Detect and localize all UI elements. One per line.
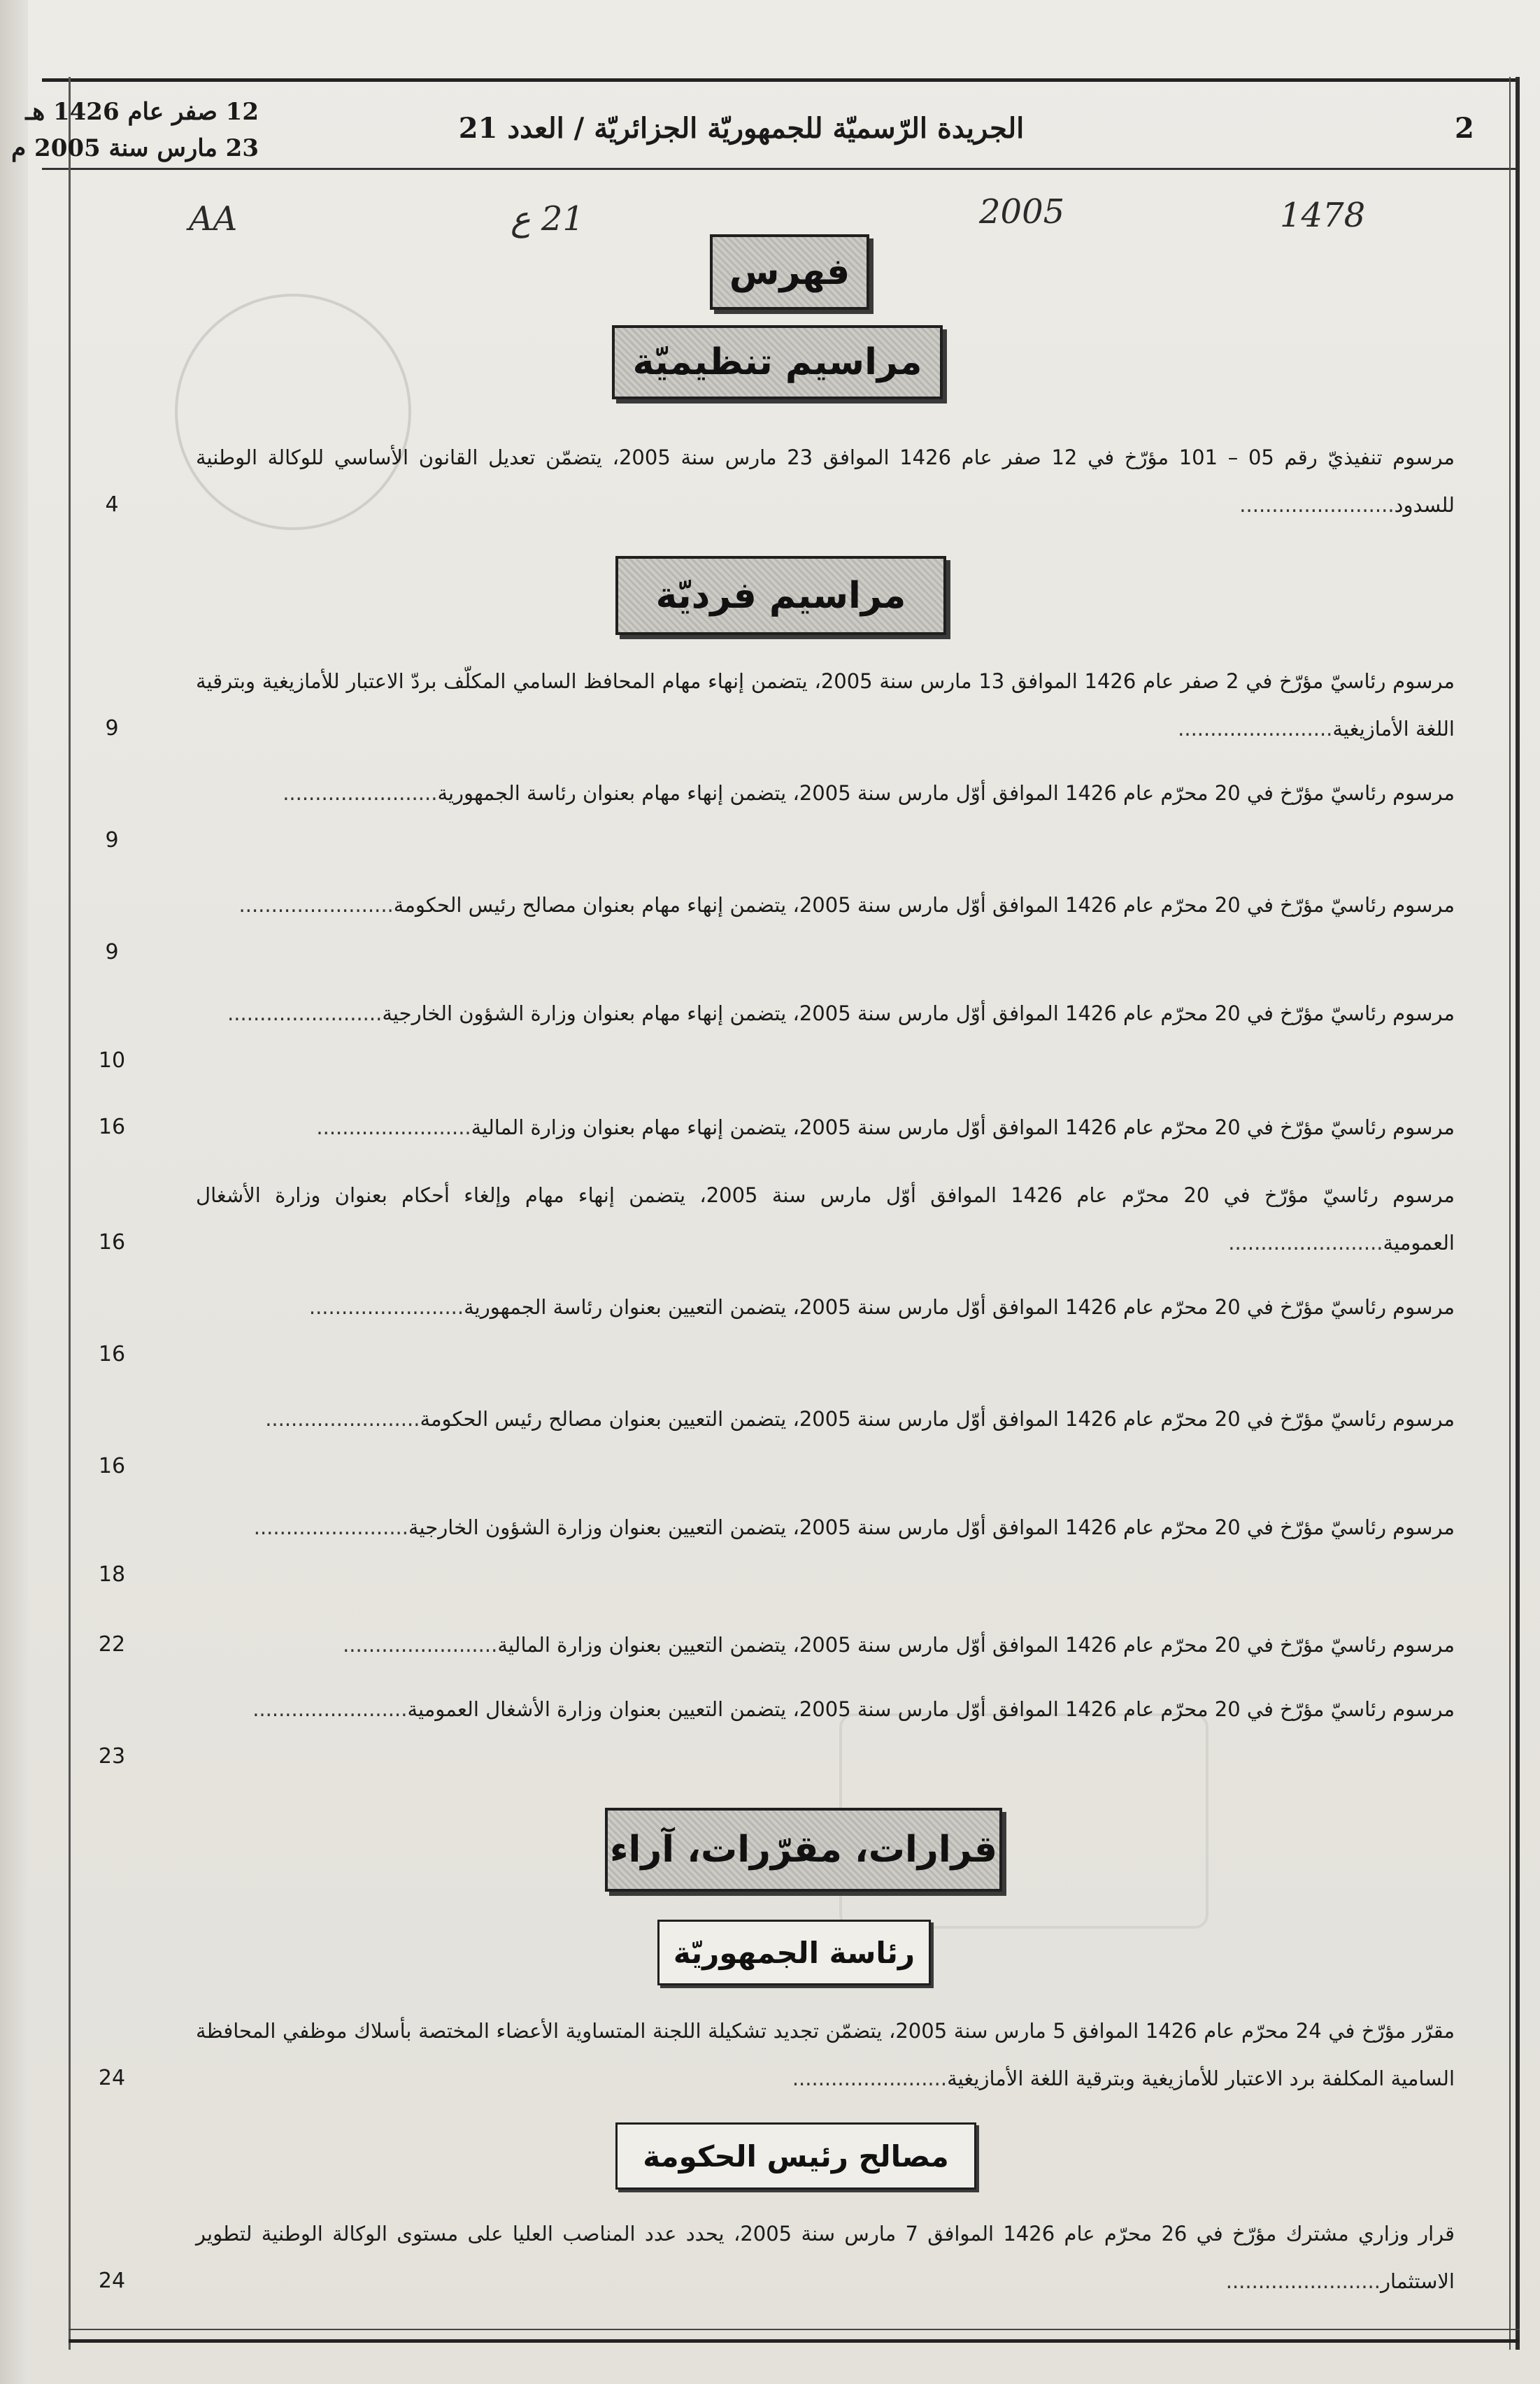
presidency-heading: رئاسة الجمهوريّة bbox=[673, 1935, 915, 1970]
leader-dots: ........................ bbox=[343, 1633, 498, 1657]
entry-page-number: 16 bbox=[98, 1454, 126, 1478]
leader-dots: ........................ bbox=[238, 893, 394, 917]
entry-page-number: 9 bbox=[105, 828, 119, 852]
toc-entry bbox=[91, 881, 1455, 976]
toc-entry bbox=[91, 1395, 1455, 1490]
entry-page-number: 16 bbox=[98, 1342, 126, 1366]
toc-entry bbox=[91, 1171, 1455, 1266]
toc-entry bbox=[91, 2210, 1455, 2305]
frame-right-inner-border bbox=[1509, 77, 1511, 2350]
presidency-box bbox=[657, 1920, 931, 1985]
handwritten-note-middle: 21 ع bbox=[511, 199, 584, 238]
entry-text: مرسوم رئاسيّ مؤرّخ في 20 محرّم عام 1426 الموافق أوّل مارس سنة 2005، يتضمن التعيين بعنوان مصالح رئيس الحكومة bbox=[420, 1407, 1455, 1431]
page-binding-edge bbox=[0, 0, 28, 2384]
leader-dots: ........................ bbox=[792, 2067, 948, 2090]
toc-entry bbox=[91, 990, 1455, 1085]
entry-text: مرسوم رئاسيّ مؤرّخ في 20 محرّم عام 1426 الموافق أوّل مارس سنة 2005، يتضمن إنهاء مهام بعنوان مصالح رئيس الحكومة bbox=[393, 893, 1455, 917]
head-of-government-box bbox=[615, 2122, 976, 2190]
toc-entry bbox=[91, 434, 1455, 529]
footer-rule bbox=[69, 2339, 1520, 2343]
entry-text: مرسوم رئاسيّ مؤرّخ في 20 محرّم عام 1426 الموافق أوّل مارس سنة 2005، يتضمن التعيين بعنوان وزارة الأشغال العمومية bbox=[407, 1697, 1455, 1721]
footer-inner-rule bbox=[69, 2329, 1520, 2330]
entry-page-number: 9 bbox=[105, 940, 119, 964]
entry-page-number: 16 bbox=[98, 1115, 126, 1139]
entry-page-number: 16 bbox=[98, 1230, 126, 1255]
toc-entry bbox=[91, 2007, 1455, 2102]
entry-text: مرسوم رئاسيّ مؤرّخ في 20 محرّم عام 1426 الموافق أوّل مارس سنة 2005، يتضمن إنهاء مهام بعنوان وزارة الشؤون الخارجية bbox=[382, 1001, 1455, 1025]
leader-dots: ........................ bbox=[252, 1697, 408, 1721]
toc-entry bbox=[91, 769, 1455, 864]
leader-dots: ........................ bbox=[1228, 1231, 1383, 1255]
index-title-box bbox=[710, 234, 869, 310]
index-title: فهرس bbox=[729, 251, 850, 293]
page-number: 2 bbox=[1455, 112, 1474, 145]
entry-page-number: 9 bbox=[105, 716, 119, 741]
toc-entry bbox=[91, 1283, 1455, 1378]
gazette-title: الجريدة الرّسميّة للجمهوريّة الجزائريّة / العدد 21 bbox=[458, 112, 1025, 145]
entry-text: مرسوم رئاسيّ مؤرّخ في 20 محرّم عام 1426 الموافق أوّل مارس سنة 2005، يتضمن إنهاء مهام بعنوان رئاسة الجمهورية bbox=[437, 781, 1455, 805]
toc-entry bbox=[91, 1504, 1455, 1599]
entry-text: مرسوم رئاسيّ مؤرّخ في 20 محرّم عام 1426 الموافق أوّل مارس سنة 2005، يتضمن التعيين بعنوان وزارة الشؤون الخارجية bbox=[408, 1515, 1455, 1539]
handwritten-code: 1478 bbox=[1280, 196, 1366, 235]
hijri-date: 12 صفر عام 1426 هـ bbox=[25, 98, 259, 126]
decisions-heading: قرارات، مقرّرات، آراء bbox=[609, 1829, 998, 1871]
entry-page-number: 23 bbox=[98, 1744, 126, 1769]
frame-left-border bbox=[69, 77, 71, 2350]
toc-entry bbox=[91, 657, 1455, 752]
leader-dots: ........................ bbox=[283, 781, 438, 805]
executive-decrees-heading: مراسيم تنظيميّة bbox=[632, 341, 922, 383]
entry-text: مقرّر مؤرّخ في 24 محرّم عام 1426 الموافق 5 مارس سنة 2005، يتضمّن تجديد تشكيلة اللجنة المتساوية الأعضاء المختصة بأسلاك موظفي المحافظة السامية المكلفة برد الاعتبار للأمازيغية وبترقية اللغة الأمازيغية bbox=[196, 2019, 1455, 2090]
toc-entry bbox=[91, 1104, 1455, 1151]
entry-page-number: 18 bbox=[98, 1562, 126, 1587]
header-top-rule bbox=[42, 78, 1518, 82]
leader-dots: ........................ bbox=[1225, 2269, 1381, 2293]
entry-text: مرسوم رئاسيّ مؤرّخ في 20 محرّم عام 1426 الموافق أوّل مارس سنة 2005، يتضمن التعيين بعنوان وزارة المالية bbox=[497, 1633, 1455, 1657]
handwritten-year: 2005 bbox=[979, 192, 1065, 231]
toc-entry bbox=[91, 1685, 1455, 1780]
entry-page-number: 24 bbox=[98, 2066, 126, 2090]
entry-page-number: 4 bbox=[105, 492, 119, 517]
entry-page-number: 22 bbox=[98, 1632, 126, 1657]
leader-dots: ........................ bbox=[1178, 717, 1333, 741]
leader-dots: ........................ bbox=[227, 1001, 383, 1025]
gregorian-date: 23 مارس سنة 2005 م bbox=[11, 134, 259, 162]
handwritten-note-left: AA bbox=[189, 199, 238, 238]
individual-decrees-box bbox=[615, 556, 946, 635]
entry-text: مرسوم رئاسيّ مؤرّخ في 2 صفر عام 1426 الموافق 13 مارس سنة 2005، يتضمن إنهاء مهام المحافظ السامي المكلّف بردّ الاعتبار للأمازيغية وبترقية اللغة الأمازيغية bbox=[196, 669, 1455, 741]
decisions-box bbox=[605, 1808, 1002, 1892]
entry-text: مرسوم رئاسيّ مؤرّخ في 20 محرّم عام 1426 الموافق أوّل مارس سنة 2005، يتضمن التعيين بعنوان رئاسة الجمهورية bbox=[464, 1295, 1455, 1319]
leader-dots: ........................ bbox=[253, 1515, 408, 1539]
leader-dots: ........................ bbox=[308, 1295, 464, 1319]
leader-dots: ........................ bbox=[316, 1115, 471, 1139]
entry-text: مرسوم رئاسيّ مؤرّخ في 20 محرّم عام 1426 الموافق أوّل مارس سنة 2005، يتضمن إنهاء مهام بعنوان وزارة المالية bbox=[471, 1115, 1455, 1139]
entry-text: قرار وزاري مشترك مؤرّخ في 26 محرّم عام 1426 الموافق 7 مارس سنة 2005، يحدد عدد المناصب العليا على مستوى الوكالة الوطنية لتطوير الاستثمار bbox=[196, 2222, 1455, 2293]
entry-page-number: 10 bbox=[98, 1048, 126, 1073]
toc-entry bbox=[91, 1621, 1455, 1669]
header-bottom-rule bbox=[42, 168, 1518, 170]
leader-dots: ........................ bbox=[1239, 493, 1395, 517]
head-of-government-heading: مصالح رئيس الحكومة bbox=[643, 2139, 949, 2174]
individual-decrees-heading: مراسيم فرديّة bbox=[655, 574, 906, 617]
executive-decrees-box bbox=[612, 325, 943, 399]
leader-dots: ........................ bbox=[265, 1407, 420, 1431]
entry-text: مرسوم رئاسيّ مؤرّخ في 20 محرّم عام 1426 الموافق أوّل مارس سنة 2005، يتضمن إنهاء مهام وإلغاء أحكام بعنوان وزارة الأشغال العمومية bbox=[196, 1183, 1455, 1255]
frame-right-border bbox=[1516, 77, 1520, 2350]
entry-text: مرسوم تنفيذيّ رقم 05 – 101 مؤرّخ في 12 صفر عام 1426 الموافق 23 مارس سنة 2005، يتضمّن تعديل القانون الأساسي للوكالة الوطنية للسدود bbox=[196, 445, 1455, 517]
entry-page-number: 24 bbox=[98, 2269, 126, 2293]
